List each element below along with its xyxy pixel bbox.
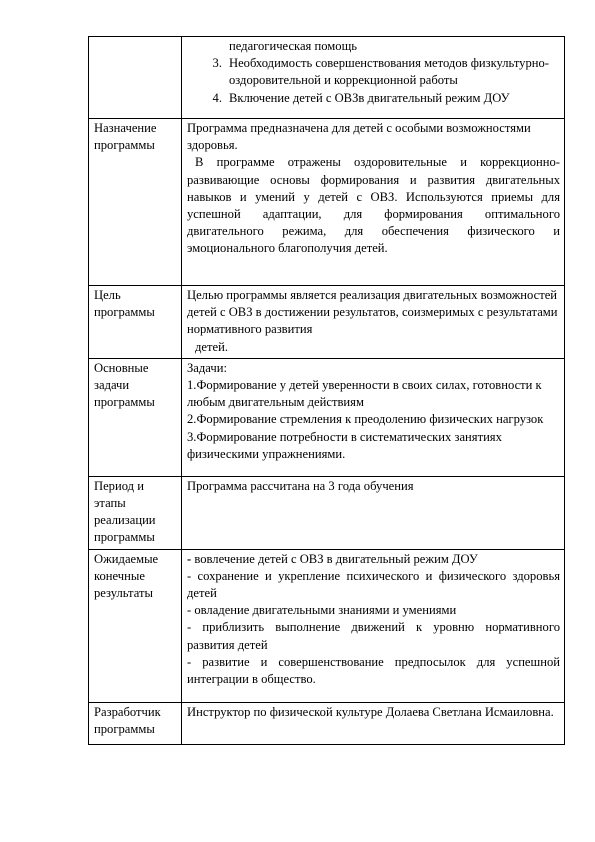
result-item: - приблизить выполнение движений к уровню нормативного развития детей: [187, 620, 560, 652]
table-row: [89, 476, 565, 549]
author-text: Инструктор по физической культуре Долаева Светлана Исмаиловна.: [187, 704, 554, 719]
content-cell: [182, 119, 565, 286]
goal-text-tail: детей.: [195, 339, 228, 354]
numbered-item: [187, 90, 560, 107]
purpose-text-1: Программа предназначена для детей с особыми возможностями здоровья.: [187, 121, 531, 153]
program-passport-table: [88, 36, 565, 745]
label-cell-empty: [89, 37, 182, 119]
row-label: Цель программы: [89, 286, 182, 359]
tasks-heading: Задачи:: [187, 360, 227, 375]
result-item: [187, 551, 560, 568]
result-item: - развитие и совершенствование предпосылок для успешной интеграции в общество.: [187, 654, 560, 687]
result-item: - овладение двигательными знаниями и умениями: [187, 603, 457, 618]
period-text: Программа рассчитана на 3 года обучения: [187, 478, 414, 493]
table-row: [89, 119, 565, 286]
table-row: [89, 549, 565, 702]
content-cell: [182, 358, 565, 476]
goal-text: Целью программы является реализация двигательных возможностей детей с ОВЗ в достижении результатов, соизмеримых с результатами нормативного развития: [187, 288, 558, 337]
row-label: Разработчик программы: [89, 702, 182, 744]
table-row: [89, 37, 565, 119]
content-cell: [182, 476, 565, 549]
item-number: 3.: [212, 56, 222, 71]
result-item: - сохранение и укрепление психического и физического здоровья детей: [187, 568, 560, 601]
task-item: 2.Формирование стремления к преодолению физических нагрузок: [187, 412, 544, 427]
table-row: [89, 702, 565, 744]
content-cell: [182, 37, 565, 119]
item-text: Включение детей с ОВЗв двигательный режим ДОУ: [229, 90, 510, 105]
item-text: Необходимость совершенствования методов физкультурно-оздоровительной и коррекционной работы: [229, 56, 549, 88]
row-label: Назначение программы: [89, 119, 182, 286]
row-label: Основные задачи программы: [89, 358, 182, 476]
table-row: [89, 358, 565, 476]
result-text: вовлечение детей с ОВЗ в двигательный режим ДОУ: [191, 551, 478, 566]
row-label: Период и этапы реализации программы: [89, 476, 182, 549]
purpose-text-2: В программе отражены оздоровительные и коррекционно-развивающие основы формирования и развития двигательных навыков и умений у детей с ОВЗ. Используются приемы для успешной адаптации, для формирования оптимального двигательного режима, для обеспечения физического и эмоционального благополучия детей.: [187, 155, 560, 256]
item-number: 4.: [212, 90, 222, 105]
content-cell: [182, 286, 565, 359]
row-label: Ожидаемые конечные результаты: [89, 549, 182, 702]
table-row: [89, 286, 565, 359]
list-continuation: педагогическая помощь: [229, 39, 358, 53]
content-cell: [182, 702, 565, 744]
content-cell: [182, 549, 565, 702]
numbered-item: [187, 55, 560, 89]
task-item: 1.Формирование у детей уверенности в своих силах, готовности к любым двигательным действиям: [187, 378, 542, 410]
task-item: 3.Формирование потребности в систематических занятиях физическими упражнениями.: [187, 429, 502, 461]
result-dash: -: [187, 551, 192, 566]
